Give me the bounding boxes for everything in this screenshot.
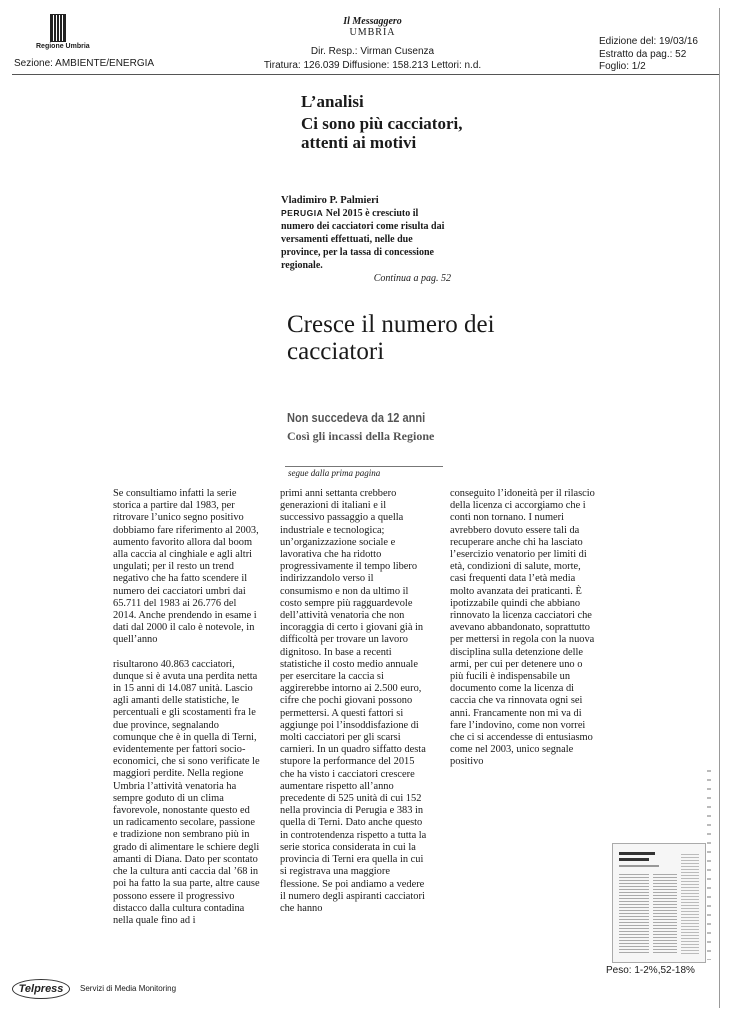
body-paragraph: Se consultiamo infatti la serie storica a partire dal 1983, per ritrovare l’unico segno positivo dobbiamo fare riferimento al 2003, aumento favorito allora dal boom alla caccia al cinghiale e agli altri ungulati; per il resto un trend negativo che ha fatto scendere il numero dei cacciatori umbri dai 65.711 del 1983 ai 26.776 del 2014. Anche prendendo in esame i dati dal 2000 il calo è notevole, in quell’anno <box>113 488 259 646</box>
teaser-block <box>281 194 451 285</box>
region-name: Regione Umbria <box>36 43 90 50</box>
article-kicker: L’analisi <box>301 92 364 111</box>
body-paragraph: conseguito l’idoneità per il rilascio della licenza ci accorgiamo che i conti non tornano. I numeri avrebbero dovuto essere tali da recuperare anche chi ha lasciato l’esercizio venatorio per limiti di età, condizioni di salute, morte, casi frequenti data l’età media molto avanzata dei praticanti. È ipotizzabile quindi che abbiano rinnovato la licenza cacciatori che avevano abbandonato, soprattutto per mettersi in regola con la nuova disciplina sulla detenzione delle armi, per cui per detenere uno o più fucili è indispensabile un documento come la licenza di caccia che va rinnovata ogni sei anni. Francamente non mi va di fare l’indovino, come non vorrei che ci si accendesse di entusiasmo come nel 2003, unico segnale positivo <box>450 488 595 768</box>
thumbnail-headline-bar <box>619 852 655 855</box>
thumbnail-text-bar <box>619 865 659 867</box>
header-divider <box>12 74 720 75</box>
article-headline: Cresce il numero dei cacciatori <box>287 311 495 365</box>
body-column-1 <box>113 488 261 927</box>
teaser-title: Ci sono più cacciatori, attenti ai motivi <box>301 114 463 152</box>
thumbnail-column <box>681 854 699 954</box>
continue-link: Continua a pag. 52 <box>373 273 451 284</box>
edge-dots <box>707 770 711 960</box>
body-column-3 <box>450 488 598 769</box>
circulation-line: Tiratura: 126.039 Diffusione: 158.213 Lettori: n.d. <box>263 60 482 71</box>
section-label: Sezione: AMBIENTE/ENERGIA <box>14 58 155 69</box>
article-deck-secondary: Così gli incassi della Regione <box>287 429 435 443</box>
body-paragraph: primi anni settanta crebbero generazioni di italiani e il successivo passaggio a quella industriale e tecnologica; un’organizzazione sociale e lavorativa che ha ridotto progressivamente il tempo libero indirizzandolo verso il consumismo e non da ultimo il costo sempre più ragguardevole dell’attività venatoria che non incoraggia di certo i giovani già in difficoltà per trovare un lavoro dignitoso. In base a recenti statistiche il costo medio annuale per esercitare la caccia si aggirerebbe intorno ai 2.500 euro, cifre che pochi giovani possono permettersi. A questi fattori si aggiunge poi l’insoddisfazione di molti cacciatori per gli scarsi carnieri. In un quadro siffatto desta stupore la performance del 2015 che ha visto i cacciatori crescere aumentare rispetto all’anno precedente di 525 unità di cui 152 nella provincia di Perugia e 383 in quella di Terni. Dato anche questo in controtendenza rispetto a tutta la serie storica considerata in cui la provincia di Terni era quella in cui si registrava una maggiore flessione. Se poi andiamo a vedere il numero degli aspiranti cacciatori che hanno <box>280 488 427 914</box>
sheet-number: Foglio: 1/2 <box>599 61 646 72</box>
service-label: Servizi di Media Monitoring <box>80 984 177 993</box>
author-name: Vladimiro P. Palmieri <box>281 195 379 206</box>
page-right-border <box>719 8 720 1008</box>
telpress-logo: Telpress <box>12 979 70 999</box>
segue-label: segue dalla prima pagina <box>288 468 381 478</box>
article-deck-primary: Non succedeva da 12 anni <box>287 410 426 425</box>
director-line: Dir. Resp.: Virman Cusenza <box>310 46 435 57</box>
thumbnail-headline-bar <box>619 858 649 861</box>
edition-date: Edizione del: 19/03/16 <box>599 36 698 47</box>
publication-edition: UMBRIA <box>349 27 396 38</box>
edition-info <box>599 36 709 74</box>
publication-name: Il Messaggero <box>343 16 402 27</box>
thumbnail-column <box>653 874 677 954</box>
extract-page: Estratto da pag.: 52 <box>599 48 687 60</box>
thumbnail-column <box>619 874 649 954</box>
body-paragraph: risultarono 40.863 cacciatori, dunque si è avuta una perdita netta in 15 anni di 14.087 unità. Lascio agli amanti delle statistiche, le percentuali e gli scostamenti fra le due province, segnalando comunque che è in quella di Terni, evidentemente per fattori socio-economici, che si sono verificate le maggiori perdite. Nella regione Umbria l’attività venatoria ha sempre goduto di un clima favorevole, nonostante questo ed un radicamento secolare, passione e tradizione non sembrano più in grado di alimentare le schiere degli amanti di Diana. Dato per scontato che la cultura anti caccia dal ’68 in poi ha fatto la sua parte, altre cause possono essere il progressivo distacco dalla cultura contadina nella quale fino ad i <box>113 658 260 926</box>
weight-label: Peso: 1-2%,52-18% <box>606 965 695 976</box>
body-column-2 <box>280 488 428 915</box>
teaser-text: Nel 2015 è cresciuto il numero dei cacciatori come risulta dai versamenti effettuati, nelle due province, per la tassa di concessione regionale. <box>281 208 445 271</box>
segue-divider <box>285 466 443 467</box>
dateline: PERUGIA <box>281 208 324 218</box>
page-thumbnail <box>612 843 706 963</box>
